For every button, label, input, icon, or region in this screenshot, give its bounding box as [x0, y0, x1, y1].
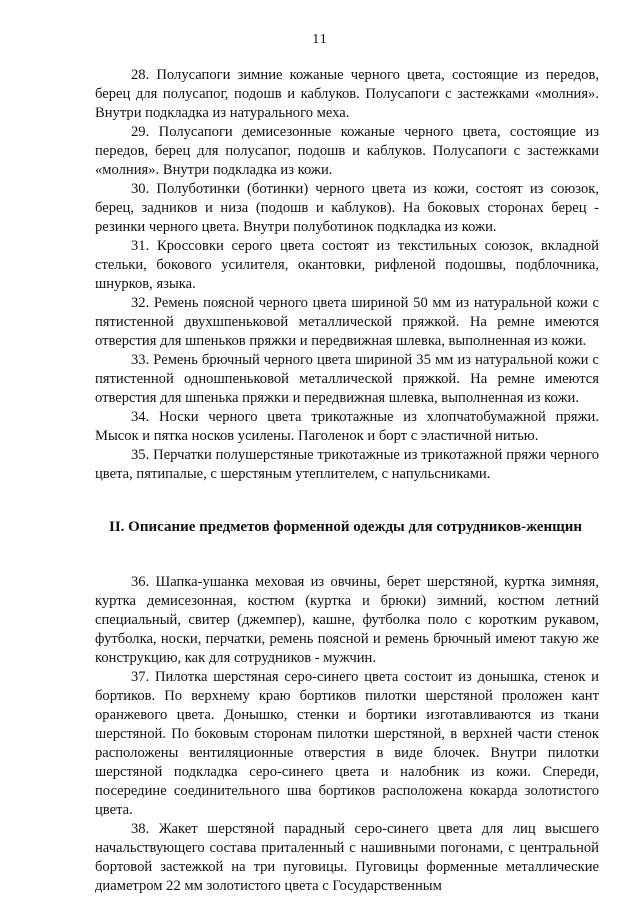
- document-body: [95, 66, 599, 896]
- paragraph-30: 30. Полуботинки (ботинки) черного цвета из кожи, состоят из союзок, берец, задников и низа (подошв и каблуков). На боковых сторонах берец - резинки черного цвета. Внутри полуботинок подкладка из кожи.: [95, 181, 599, 235]
- paragraph-33: 33. Ремень брючный черного цвета шириной 35 мм из натуральной кожи с пятистенной одношпеньковой металлической пряжкой. На ремне имеются отверстия для шпенька пряжки и передвижная шлевка, выполненная из кожи.: [95, 352, 599, 406]
- page-number: 11: [312, 32, 328, 47]
- paragraph-35: 35. Перчатки полушерстяные трикотажные из трикотажной пряжи черного цвета, пятипалые, с шерстяным утеплителем, с напульсниками.: [95, 447, 599, 482]
- paragraph-29: 29. Полусапоги демисезонные кожаные черного цвета, состоящие из передов, берец для полусапог, подошв и каблуков. Полусапоги с застежками «молния». Внутри подкладка из кожи.: [95, 124, 599, 178]
- paragraph-34: 34. Носки черного цвета трикотажные из хлопчатобумажной пряжи. Мысок и пятка носков усилены. Паголенок и борт с эластичной нитью.: [95, 409, 599, 444]
- paragraph-36: 36. Шапка-ушанка меховая из овчины, берет шерстяной, куртка зимняя, куртка демисезонная, костюм (куртка и брюки) зимний, костюм летний специальный, свитер (джемпер), кашне, футболка поло с коротким рукавом, футболка, носки, перчатки, ремень поясной и ремень брючный имеют такую же конструкцию, как для сотрудников - мужчин.: [95, 574, 599, 666]
- paragraph-38: 38. Жакет шерстяной парадный серо-синего цвета для лиц высшего начальствующего состава приталенный с нашивными погонами, с центральной бортовой застежкой на три пуговицы. Пуговицы форменные металлические диаметром 22 мм золотистого цвета с Государственным: [95, 821, 599, 894]
- section-heading: II. Описание предметов форменной одежды для сотрудников-женщин: [109, 519, 583, 535]
- paragraph-32: 32. Ремень поясной черного цвета шириной 50 мм из натуральной кожи с пятистенной двухшпеньковой металлической пряжкой. На ремне имеются отверстия для шпеньков пряжки и передвижная шлевка, выполненная из кожи.: [95, 295, 599, 349]
- paragraph-28: 28. Полусапоги зимние кожаные черного цвета, состоящие из передов, берец для полусапог, подошв и каблуков. Полусапоги с застежками «молния». Внутри подкладка из натурального меха.: [95, 67, 599, 121]
- paragraph-37: 37. Пилотка шерстяная серо-синего цвета состоит из донышка, стенок и бортиков. По верхнему краю бортиков пилотки шерстяной проложен кант оранжевого цвета. Донышко, стенки и бортики изготавливаются из ткани шерстяной. По боковым сторонам пилотки шерстяной, в верхней части стенок расположены вентиляционные отверстия в виде блочек. Внутри пилотки шерстяной подкладка серо-синего цвета и налобник из кожи. Спереди, посередине соединительного шва бортиков расположена кокарда золотистого цвета.: [95, 669, 599, 818]
- paragraph-31: 31. Кроссовки серого цвета состоят из текстильных союзок, вкладной стельки, бокового усилителя, окантовки, рифленой подошвы, подблочника, шнурков, языка.: [95, 238, 599, 292]
